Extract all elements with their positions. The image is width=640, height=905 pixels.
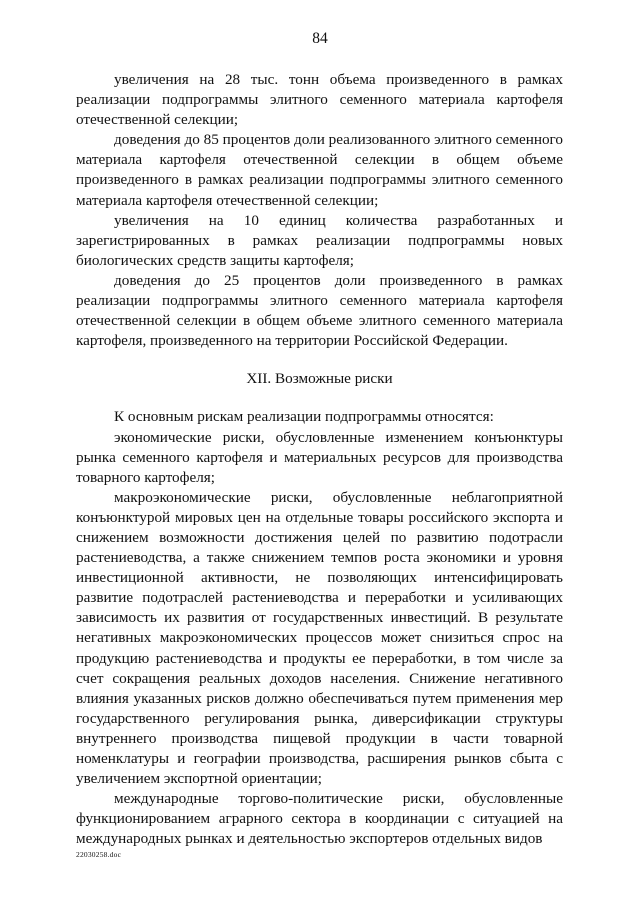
paragraph: увеличения на 28 тыс. тонн объема произведенного в рамках реализации подпрограммы элитного семенного материала картофеля отечественной селекции; — [76, 71, 563, 129]
paragraph: К основным рискам реализации подпрограммы относятся: — [114, 408, 494, 426]
paragraph: доведения до 85 процентов доли реализованного элитного семенного материала картофеля отечественной селекции в общем объеме произведенного в рамках реализации подпрограммы элитного семенного материала картофеля отечественной селекции; — [76, 131, 563, 209]
paragraph: увеличения на 10 единиц количества разработанных и зарегистрированных в рамках реализации подпрограммы новых биологических средств защиты картофеля; — [76, 211, 563, 269]
paragraph: макроэкономические риски, обусловленные неблагоприятной конъюнктурой мировых цен на отдельные товары российского экспорта и снижением возможности достижения целей по развитию подотрасли растениеводства, а также снижением темпов роста экономики и уровня инвестиционной активности, не позволяющих интенсифицировать развитие подотраслей растениеводства и переработки и усиливающих зависимость их развития от государственных инвестиций. В результате негативных макроэкономических процессов может снизиться спрос на продукцию растениеводства и продукты ее переработки, в том числе за счет сокращения реальных доходов населения. Снижение негативного влияния указанных рисков должно обеспечиваться путем применения мер государственного регулирования рынка, диверсификации структуры внутреннего производства пищевой продукции в части товарной номенклатуры и географии производства, расширения рынков сбыта с увеличением экспортной ориентации; — [76, 488, 563, 788]
paragraph: экономические риски, обусловленные изменением конъюнктуры рынка семенного картофеля и материальных ресурсов для производства товарного картофеля; — [76, 428, 563, 486]
document-body — [76, 70, 563, 849]
footer-document-code: 22030258.doc — [76, 850, 122, 859]
paragraph: доведения до 25 процентов доли произведенного в рамках реализации подпрограммы элитного семенного материала картофеля отечественной селекции в общем объеме элитного семенного материала картофеля, произведенного на территории Российской Федерации. — [76, 271, 563, 350]
section-heading: XII. Возможные риски — [246, 370, 393, 388]
paragraph: международные торгово-политические риски, обусловленные функционированием аграрного сектора в координации с ситуацией на международных рынках и деятельностью экспортеров отдельных видов — [76, 790, 563, 848]
page-number: 84 — [312, 30, 328, 47]
